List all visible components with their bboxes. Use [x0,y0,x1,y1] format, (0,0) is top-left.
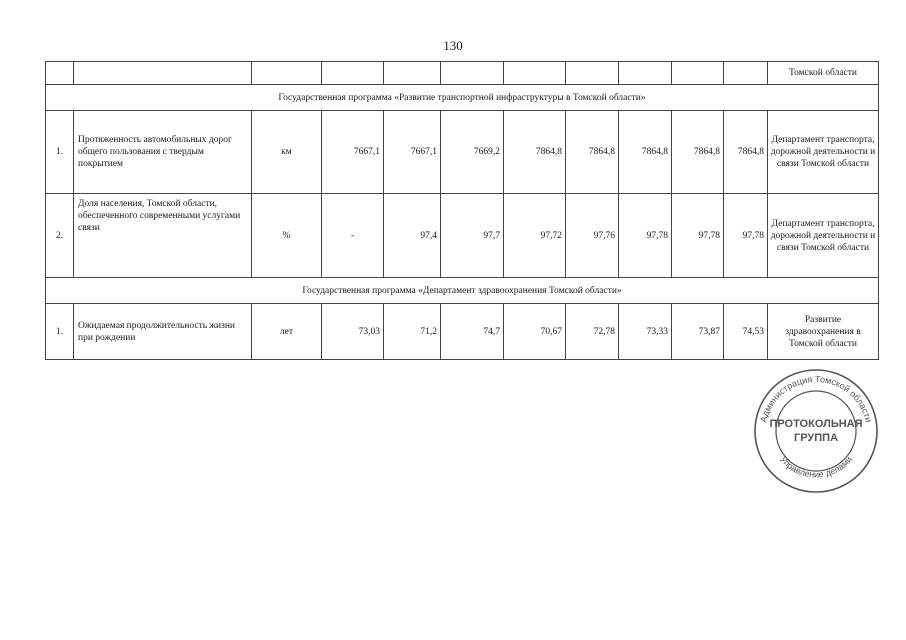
row-number: 2. [46,194,74,278]
value-cell: 97,7 [441,194,504,278]
section-title-row [46,278,879,304]
value-cell: 97,78 [672,194,724,278]
value-cell: 7864,8 [672,111,724,194]
value-cell: 7864,8 [619,111,672,194]
value-cell: 97,76 [566,194,619,278]
section-title: Государственная программа «Развитие транспортной инфраструктуры в Томской области» [46,85,879,111]
value-cell: 7669,2 [441,111,504,194]
value-cell: 70,67 [504,304,566,360]
value-cell: 97,78 [724,194,768,278]
table-row [46,194,879,278]
value-cell: 97,78 [619,194,672,278]
value-cell: 72,78 [566,304,619,360]
section-title-row [46,85,879,111]
indicator-name: Доля населения, Томской области, обеспеченного современными услугами связи [74,194,252,278]
value-cell: 97,4 [384,194,441,278]
section-title: Государственная программа «Департамент здравоохранения Томской области» [46,278,879,304]
unit-cell: лет [252,304,322,360]
value-cell: 7864,8 [504,111,566,194]
unit-cell: км [252,111,322,194]
table-header-row [46,62,879,85]
value-cell: 73,33 [619,304,672,360]
responsible-cell: Департамент транспорта, дорожной деятельности и связи Томской области [768,194,879,278]
value-cell: 74,7 [441,304,504,360]
value-cell: 7667,1 [322,111,384,194]
value-cell: 97,72 [504,194,566,278]
value-cell: 71,2 [384,304,441,360]
unit-cell: % [252,194,322,278]
row-number: 1. [46,304,74,360]
value-cell: 7864,8 [724,111,768,194]
stamp-center-line-2: ГРУППА [793,432,839,444]
indicators-table [45,61,879,360]
table-row [46,111,879,194]
indicator-name: Ожидаемая продолжительность жизни при рождении [74,304,252,360]
official-stamp [751,367,881,495]
page-number: 130 [443,38,463,53]
responsible-cell: Развитие здравоохранения в Томской области [768,304,879,360]
stamp-center-line-1: ПРОТОКОЛЬНАЯ [769,418,863,430]
value-cell: 7667,1 [384,111,441,194]
stamp-outer-text-bottom: Управление делами [777,454,855,480]
row-number: 1. [46,111,74,194]
responsible-cell: Департамент транспорта, дорожной деятельности и связи Томской области [768,111,879,194]
indicator-name: Протяженность автомобильных дорог общего пользования с твердым покрытием [74,111,252,194]
value-cell: - [322,194,384,278]
stamp-graphic [755,370,877,492]
value-cell: 73,03 [322,304,384,360]
value-cell: 73,87 [672,304,724,360]
table-row [46,304,879,360]
responsible-header-cell: Томской области [768,62,879,85]
value-cell: 7864,8 [566,111,619,194]
value-cell: 74,53 [724,304,768,360]
stamp-outer-text-top: Администрация Томской области [758,373,874,424]
